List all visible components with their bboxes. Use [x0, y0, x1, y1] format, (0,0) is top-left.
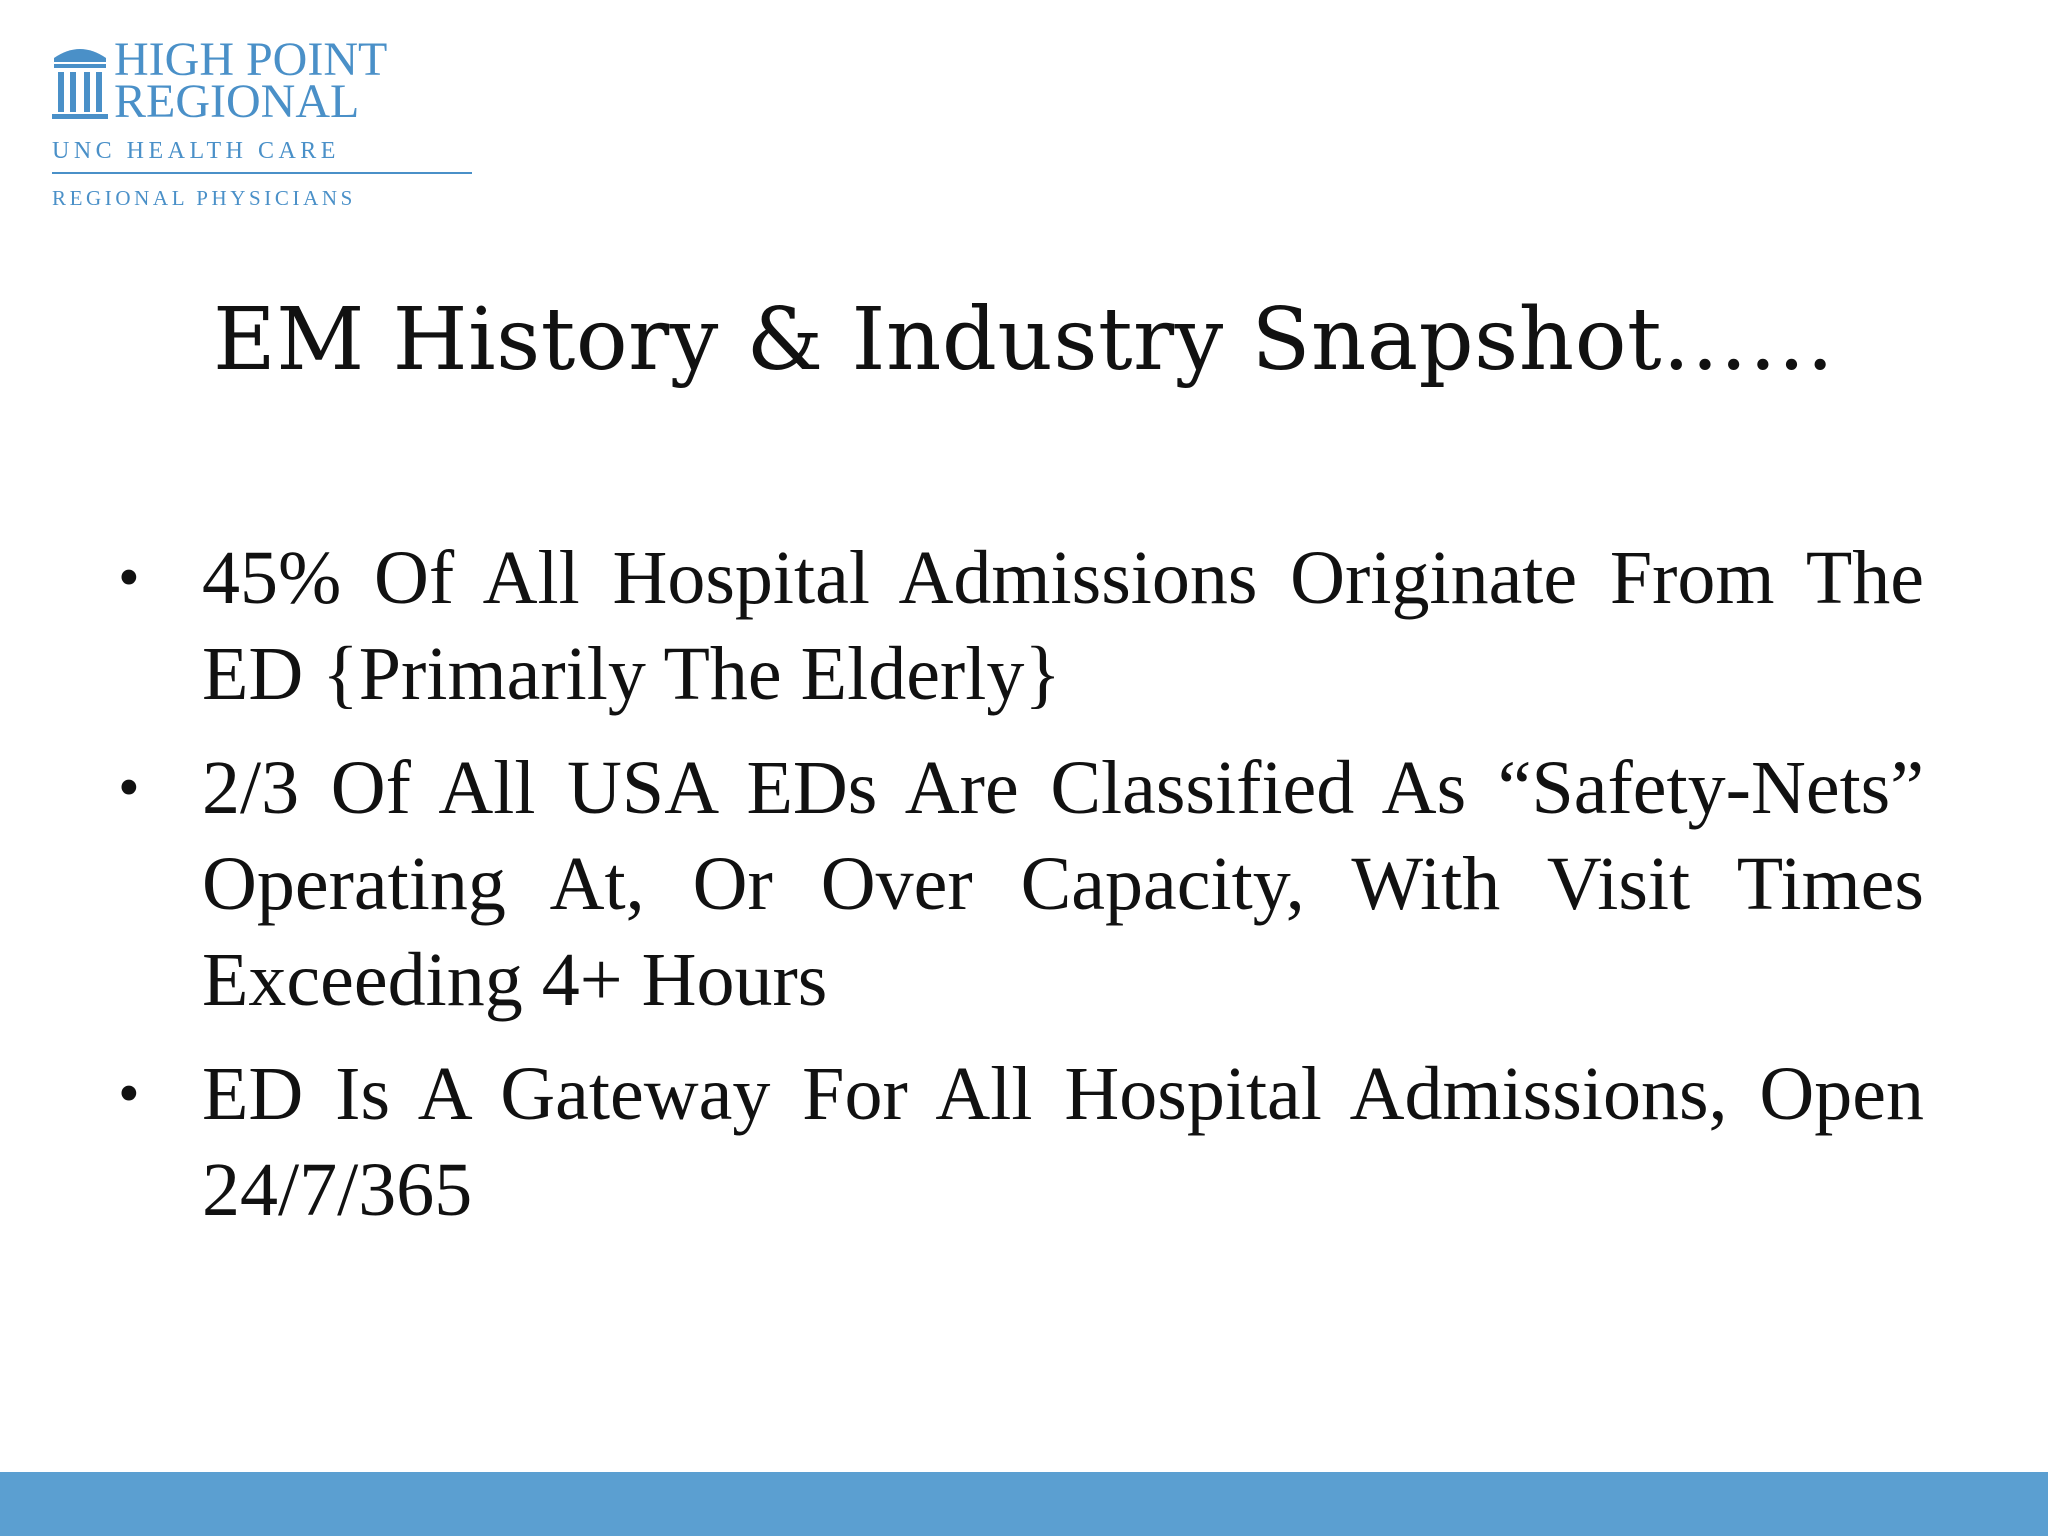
bullet-item — [118, 530, 1924, 722]
logo-text-regional-physicians: REGIONAL PHYSICIANS — [52, 186, 356, 210]
bullet-item — [118, 740, 1924, 1028]
hospital-logo — [50, 33, 480, 216]
footer-bar — [0, 1472, 2048, 1536]
slide-title: EM History & Industry Snapshot…… — [212, 290, 1836, 390]
logo-text-regional: REGIONAL — [114, 75, 360, 128]
logo-divider — [52, 172, 472, 174]
bullet-text: 45% Of All Hospital Admissions Originate From The ED {Primarily The Elderly} — [202, 536, 1924, 716]
pillared-building-icon — [50, 40, 110, 124]
bullet-text: 2/3 Of All USA EDs Are Classified As “Safety-Nets” Operating At, Or Over Capacity, With Visit Times Exceeding 4+ Hours — [202, 746, 1924, 1022]
bullet-glyph: • — [118, 544, 140, 612]
bullet-glyph: • — [118, 754, 140, 822]
bullet-text: ED Is A Gateway For All Hospital Admissions, Open 24/7/365 — [202, 1052, 1924, 1232]
bullet-glyph: • — [118, 1060, 140, 1128]
logo-text-high-point: HIGH POINT — [114, 33, 388, 86]
bullet-list — [118, 530, 1924, 1256]
logo-text-unc-health-care: UNC HEALTH CARE — [52, 138, 340, 164]
bullet-item — [118, 1046, 1924, 1238]
